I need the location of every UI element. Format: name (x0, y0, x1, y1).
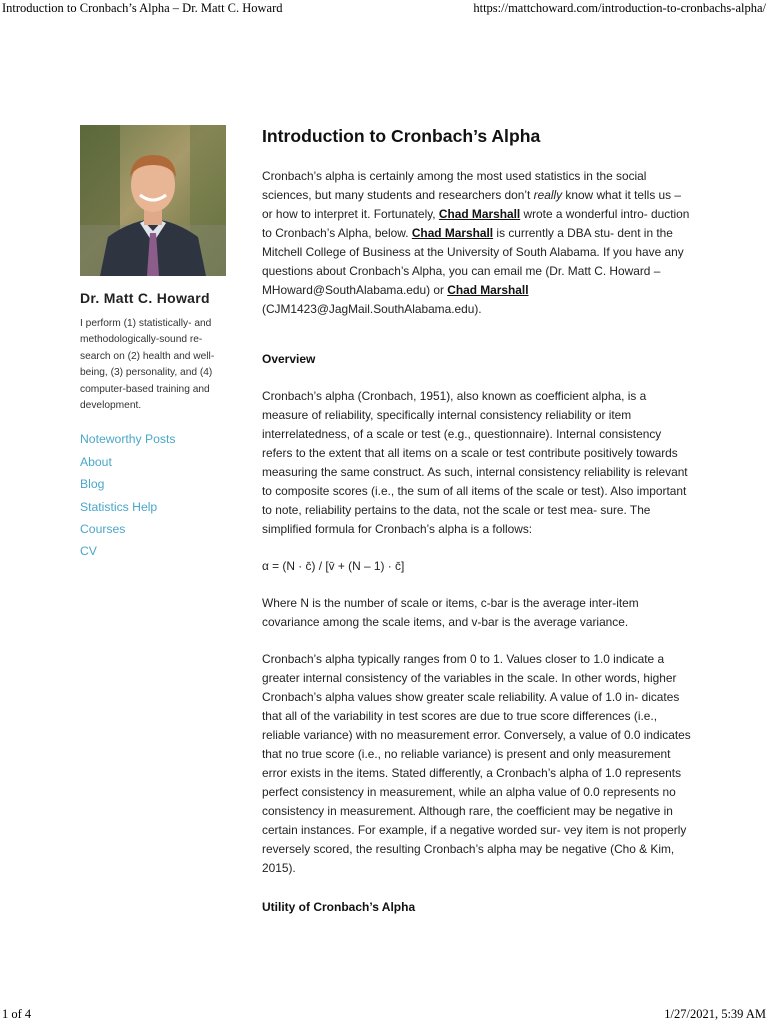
overview-paragraph: Cronbach’s alpha (Cronbach, 1951), also known as coefficient alpha, is a measure of reliability, specifically internal consistency reliability or item interrelatedness, of a scale or test (e.g., questionnaire). Internal consistency refers to the extent that all items on a scale or test contribute positively towards measuring the same construct. As such, internal consistency reliability is relevant to composite scores (i.e., the sum of all items of the scale or test). Also important to note, reliability pertains to the data, not the scale or test mea- sure. The simplified formula for Cronbach’s alpha is a follows: (262, 389, 688, 536)
intro-paragraph: Cronbach’s alpha is certainly among the most used statistics in the social sciences, but many students and researchers don’t really know what it tells us – or how to interpret it. Fortunately, Chad Marshall wrote a wonderful intro- duction to Cronbach’s Alpha, below. Chad Marshall is currently a DBA stu- dent in the Mitchell College of Business at the University of South Alabama. If you have any questions about Cronbach’s Alpha, you can email me (Dr. Matt C. Howard – MHoward@SouthAlabama.edu) or Chad Marshall (CJM1423@JagMail.SouthAlabama.edu). (262, 169, 690, 316)
print-datetime: 1/27/2021, 5:39 AM (664, 1007, 766, 1021)
print-page-number: 1 of 4 (2, 1007, 32, 1021)
author-photo (80, 125, 226, 276)
print-footer (0, 1006, 768, 1024)
article (262, 125, 692, 917)
nav-item-blog[interactable]: Blog (80, 477, 105, 492)
sidebar-nav (80, 428, 226, 562)
interpretation-paragraph: Cronbach’s alpha typically ranges from 0 to 1. Values closer to 1.0 indicate a greater internal consistency of the variables in the scale. In other words, higher Cronbach’s alpha values show greater scale reliability. A value of 1.0 in- dicates that all of the variability in test scores are due to true score differences (i.e., (262, 652, 680, 723)
nav-item-courses[interactable]: Courses (80, 522, 126, 537)
alpha-formula: α = (N · c̄) / [v̄ + (N – 1) · c̄] (262, 559, 405, 573)
formula-explanation: Where N is the number of scale or items, c-bar is the average inter-item covariance among the scale items, and v-bar is the average variance. (262, 596, 639, 629)
interpretation-paragraph-continued: reliable variance) with no measurement error. Conversely, a value of 0.0 indicates that no true score (i.e., no reliable variance) is present and only measurement error exists in the items. Stated differently, a Cronbach’s alpha of 1.0 represents perfect consistency in measurement, while an alpha value of 0.0 represents no consistency in measurement. Although rare, the coefficient may be negative in certain instances. For example, if a negative worded sur- vey item is not properly reversely scored, the resulting Cronbach’s alpha may be negative (Cho & Kim, 2015). (262, 728, 691, 875)
chad-marshall-link[interactable]: Chad Marshall (411, 226, 494, 240)
nav-item-noteworthy-posts[interactable]: Noteworthy Posts (80, 432, 176, 447)
article-title: Introduction to Cronbach’s Alpha (262, 126, 541, 146)
print-page-url: https://mattchoward.com/introduction-to-cronbachs-alpha/ (473, 1, 766, 15)
nav-item-statistics-help[interactable]: Statistics Help (80, 499, 158, 514)
nav-item-cv[interactable]: CV (80, 544, 97, 559)
print-header (0, 0, 768, 18)
author-name: Dr. Matt C. Howard (80, 290, 210, 306)
overview-heading: Overview (262, 352, 316, 366)
author-bio: I perform (1) statistically- and methodologically-sound re- search on (2) health and well- being, (3) personality, and (4) computer-based training and development. (80, 318, 215, 412)
chad-marshall-link[interactable]: Chad Marshall (447, 283, 529, 297)
nav-item-about[interactable]: About (80, 454, 112, 469)
print-page-title: Introduction to Cronbach’s Alpha – Dr. Matt C. Howard (2, 1, 283, 15)
sidebar (80, 125, 226, 563)
chad-marshall-link[interactable]: Chad Marshall (438, 207, 521, 221)
utility-heading: Utility of Cronbach’s Alpha (262, 900, 416, 914)
